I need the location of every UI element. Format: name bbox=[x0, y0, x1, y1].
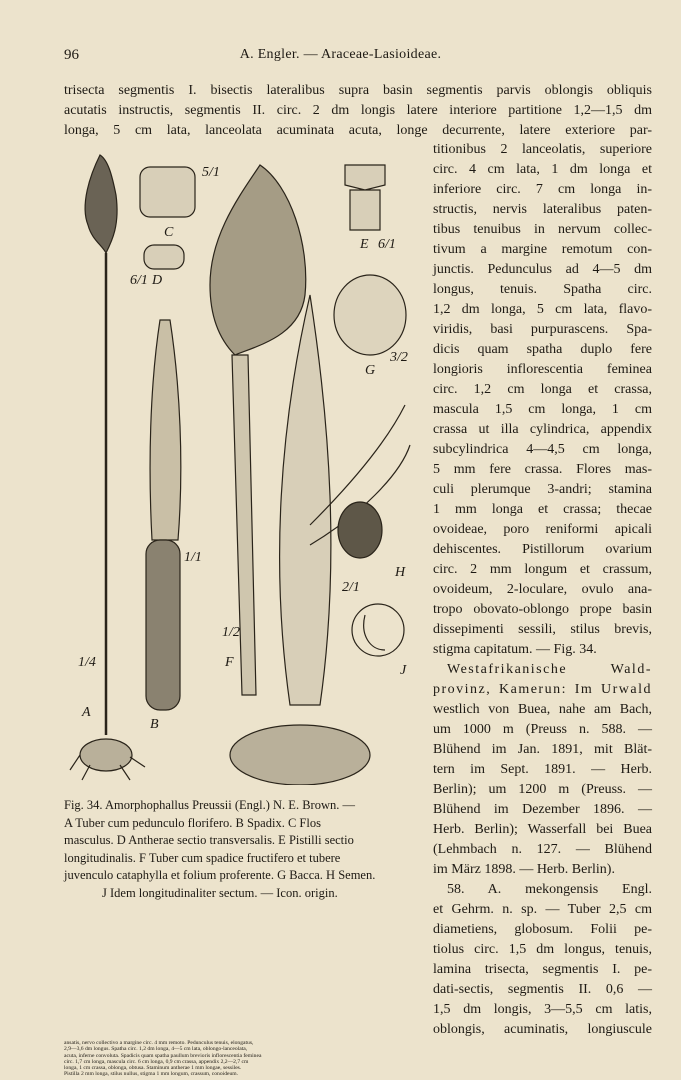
scale-f: 1/2 bbox=[222, 625, 240, 640]
caption-line: juvenculo cataphylla et folium proferente. G Bacca. H Semen. bbox=[64, 868, 376, 882]
text-line: diametiens, globosum. Folii pe- bbox=[433, 922, 652, 937]
text-line: structis, nervis lateralibus paten- bbox=[433, 202, 652, 217]
caption-line: masculus. D Antherae sectio transversalis. E Pistilli sectio bbox=[64, 833, 354, 847]
text-line: tivum a margine remotum con- bbox=[433, 242, 652, 257]
text-line: acuta, inferne convoluta. Spadicis quam spatha paullum brevioris inflorescentia feminea bbox=[64, 1052, 262, 1059]
running-title: A. Engler. — Araceae-Lasioideae. bbox=[239, 47, 442, 62]
label-j: J bbox=[400, 663, 407, 678]
text-line bbox=[64, 1040, 652, 1078]
text-line: Blühend im Jan. 1891, mit Blät- bbox=[433, 742, 652, 757]
label-g: G bbox=[365, 363, 376, 378]
text-line: 1,2 dm longa, 5 cm lata, flavo- bbox=[433, 302, 652, 317]
label-h: H bbox=[395, 565, 406, 580]
text-line: ovoideum, 2-loculare, ovulo ana- bbox=[433, 582, 652, 597]
species-heading: 58. A. mekongensis Engl. bbox=[447, 882, 652, 897]
caption-line: J Idem longitudinaliter sectum. — Icon. origin. bbox=[102, 885, 338, 900]
scale-b: 1/1 bbox=[184, 550, 202, 565]
label-e: E bbox=[360, 237, 369, 252]
text-line: dissepimenti sessili, stilus brevis, bbox=[433, 622, 652, 637]
text-line: subcylindrica 4—4,5 cm longa, bbox=[433, 442, 652, 457]
text-line: Pistilla 2 mm longa, stilus nullus, stigma 1 mm longum, crassum, conoideum. bbox=[64, 1071, 239, 1078]
text-line: inferiore circ. 7 cm longa in- bbox=[433, 182, 652, 197]
scale-g: 3/2 bbox=[390, 350, 408, 365]
text-line: longioris inflorescentia feminea bbox=[433, 362, 652, 377]
botanical-plate bbox=[60, 145, 430, 785]
text-line: crassa ut illa cylindrica, appendix bbox=[433, 422, 652, 437]
label-f: F bbox=[225, 655, 234, 670]
text-line: longa, 5 cm lata, lanceolata acuminata acuta, longe decurrente, latere exteriore par- bbox=[64, 123, 652, 138]
text-line: im März 1898. — Herb. Berlin). bbox=[433, 862, 615, 877]
text-line: oblongis, acuminatis, longiuscule bbox=[433, 1022, 652, 1037]
label-d: D bbox=[152, 273, 163, 288]
text-line: dehiscentes. Pistillorum ovarium bbox=[433, 542, 652, 557]
botanical-illustration bbox=[60, 145, 430, 785]
text-line: tibus tenuibus in nervum collec- bbox=[433, 222, 652, 237]
caption-line: A Tuber cum pedunculo florifero. B Spadix. C Flos bbox=[64, 815, 321, 830]
text-line: 1 mm longa et crassa; thecae bbox=[433, 502, 652, 517]
label-a: A bbox=[82, 705, 91, 720]
text-line: tiolus circ. 1,5 dm longus, tenuis, bbox=[433, 942, 652, 957]
text-line: ansatis, nervo collectivo a margine circ. 4 mm remoto. Pedunculus tenuis, elongatus, bbox=[64, 1040, 254, 1046]
text-line: tern im Sept. 1891. — Herb. bbox=[433, 762, 652, 777]
scale-a: 1/4 bbox=[78, 655, 96, 670]
text-line: 2,9—3,6 dm longus. Spatha circ. 1,2 dm longa, 4—5 cm lata, oblongo-lanceolata, bbox=[64, 1046, 248, 1053]
text-line: junctis. Pedunculus ad 4—5 dm bbox=[433, 262, 652, 277]
text-line: circ. 2 mm longum et crassum, bbox=[433, 562, 652, 577]
text-line: circ. 1,2 cm longa et crassa, bbox=[433, 382, 652, 397]
text-line: Herb. Berlin); Wasserfall bei Buea bbox=[433, 822, 652, 837]
text-line: longa, 1 cm crassa, oblonga, obtusa. Staminum antherae 1 mm longae, sessiles. bbox=[64, 1065, 242, 1072]
text-line: provinz, Kamerun: Im Urwald bbox=[433, 682, 652, 697]
text-line: viridis, basi purpurascens. Spa- bbox=[433, 322, 652, 337]
text-line: Westafrikanische Wald- bbox=[447, 662, 652, 677]
label-c: C bbox=[164, 225, 174, 240]
page-number: 96 bbox=[64, 47, 79, 63]
text-line: um 1000 m (Preuss n. 588. — bbox=[433, 722, 652, 737]
text-line: stigma capitatum. — Fig. 34. bbox=[433, 642, 597, 657]
label-b: B bbox=[150, 717, 159, 732]
text-line: westlich von Buea, nahe am Bach, bbox=[433, 702, 652, 717]
text-line: dati-sectis, segmentis II. 0,6 — bbox=[433, 982, 652, 997]
text-line: trisecta segmentis I. bisectis lateralibus supra basin segmentis parvis oblongis obliquis bbox=[64, 83, 652, 98]
text-line: titionibus 2 lanceolatis, superiore bbox=[433, 142, 652, 157]
caption-line: longitudinalis. F Tuber cum spadice fructifero et tubere bbox=[64, 850, 341, 865]
scale-c: 5/1 bbox=[202, 165, 220, 180]
figure-caption bbox=[64, 797, 434, 902]
text-line: circ. 4 cm lata, 1 dm longa et bbox=[433, 162, 652, 177]
text-line: Blühend im Dezember 1896. — bbox=[433, 802, 652, 817]
text-line: lamina trisecta, segmentis I. pe- bbox=[433, 962, 652, 977]
text-line: tropo obovato-oblongo prope basin bbox=[433, 602, 652, 617]
text-line: 5 mm fere crassa. Flores mas- bbox=[433, 462, 652, 477]
text-line: mascula 1,5 cm longa, 1 cm bbox=[433, 402, 652, 417]
text-line: 1,5 dm longis, 3—5,5 cm latis, bbox=[433, 1002, 652, 1017]
text-line: dicis quam spatha duplo fere bbox=[433, 342, 652, 357]
text-line: circ. 1,7 cm longa, mascula circ. 6 cm longa, 0,9 cm crassa, appendix 2,2—2,7 cm bbox=[64, 1058, 249, 1065]
text-line: (Lehmbach n. 127. — Blühend bbox=[433, 842, 652, 857]
text-line: acutatis instructis, segmentis II. circ. 2 dm longis latere interiore partitione 1,2—1,5 dm bbox=[64, 103, 652, 118]
scale-e: 6/1 bbox=[378, 237, 396, 252]
text-line: longus, tenuis. Spatha circ. bbox=[433, 282, 652, 297]
scale-d: 6/1 bbox=[130, 273, 148, 288]
scale-h: 2/1 bbox=[342, 580, 360, 595]
text-line: Berlin); um 1200 m (Preuss. — bbox=[433, 782, 652, 797]
text-line: ovoideae, poro reniformi apicali bbox=[433, 522, 652, 537]
text-line: et Gehrm. n. sp. — Tuber 2,5 cm bbox=[433, 902, 652, 917]
text-line: culi plerumque 3-andri; stamina bbox=[433, 482, 652, 497]
caption-line: Fig. 34. Amorphophallus Preussii (Engl.) N. E. Brown. — bbox=[64, 798, 355, 812]
